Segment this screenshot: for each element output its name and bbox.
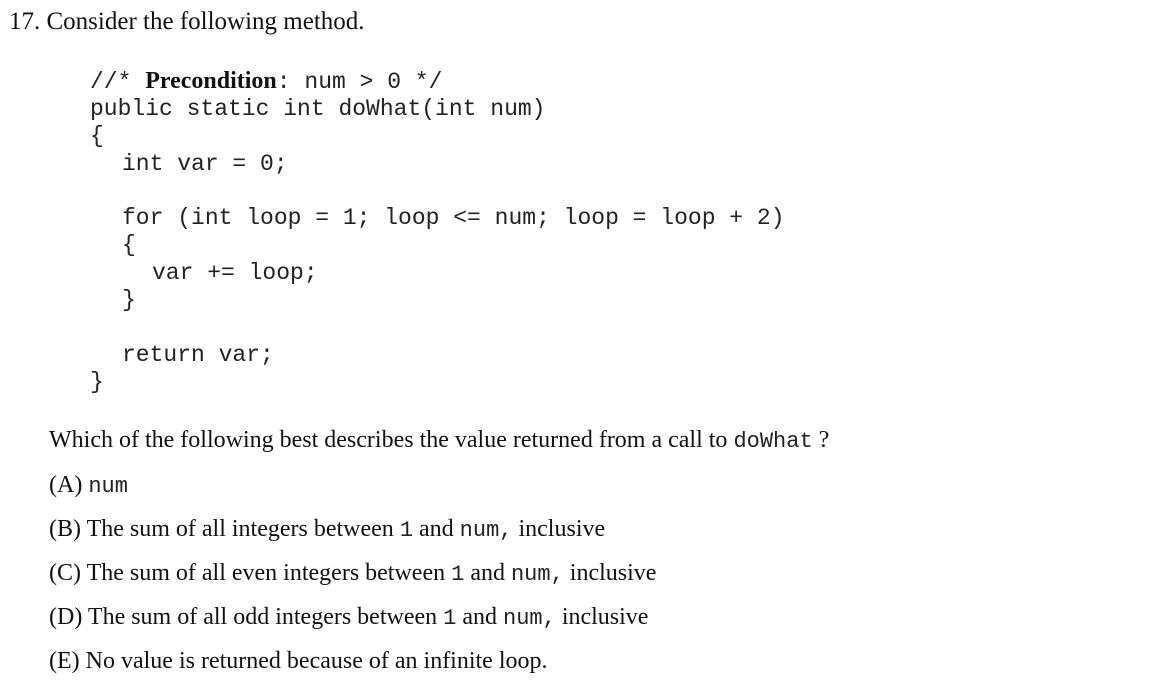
option-text: The sum of all even integers between: [86, 560, 452, 586]
option-text: inclusive: [563, 560, 657, 586]
comment-rest: : num > 0 */: [276, 69, 443, 95]
option-code: 1: [443, 606, 457, 631]
option-code: 1: [399, 518, 414, 543]
option-code: 1: [451, 562, 465, 587]
option-text: inclusive: [512, 516, 606, 542]
question-text: Consider the following method.: [46, 8, 365, 35]
option-c[interactable]: [49, 557, 656, 591]
option-text: inclusive: [555, 604, 649, 630]
option-letter: (E): [49, 648, 80, 674]
option-letter: (C): [49, 560, 81, 586]
comment-keyword: Precondition: [145, 68, 277, 94]
option-a[interactable]: [49, 469, 128, 503]
option-text: The sum of all odd integers between: [87, 604, 444, 630]
code-inner-open-brace: {: [122, 232, 136, 258]
code-close-brace: }: [90, 369, 104, 395]
option-e[interactable]: [49, 645, 548, 677]
option-text: The sum of all integers between: [86, 516, 400, 542]
code-comment: [90, 67, 442, 96]
code-declaration: int var = 0;: [122, 151, 288, 177]
prompt-method: doWhat: [733, 429, 813, 454]
code-loop-body: var += loop;: [152, 260, 318, 286]
option-text: No value is returned because of an infinite loop.: [85, 648, 548, 674]
option-b[interactable]: [49, 513, 605, 547]
question-number: 17.: [9, 8, 41, 35]
code-open-brace: {: [90, 123, 104, 149]
prompt-end: ?: [812, 427, 830, 453]
option-text: and: [413, 516, 460, 542]
question-prompt: [49, 424, 829, 458]
option-text: and: [456, 604, 503, 630]
code-return: return var;: [122, 342, 274, 368]
option-code: num,: [510, 562, 564, 587]
option-text: and: [464, 560, 511, 586]
option-d[interactable]: [49, 601, 648, 635]
code-for-line: for (int loop = 1; loop <= num; loop = loop + 2): [122, 205, 785, 231]
option-letter: (D): [49, 604, 83, 630]
option-letter: (A): [49, 472, 83, 498]
comment-open: //*: [90, 69, 146, 95]
prompt-text: Which of the following best describes the value returned from a call to: [49, 427, 734, 453]
option-text: num: [88, 474, 128, 499]
option-letter: (B): [49, 516, 81, 542]
code-signature: public static int doWhat(int num): [90, 96, 546, 122]
question-title: [9, 6, 365, 38]
option-code: num,: [459, 518, 513, 543]
option-code: num,: [503, 606, 556, 631]
code-inner-close-brace: }: [122, 287, 136, 313]
